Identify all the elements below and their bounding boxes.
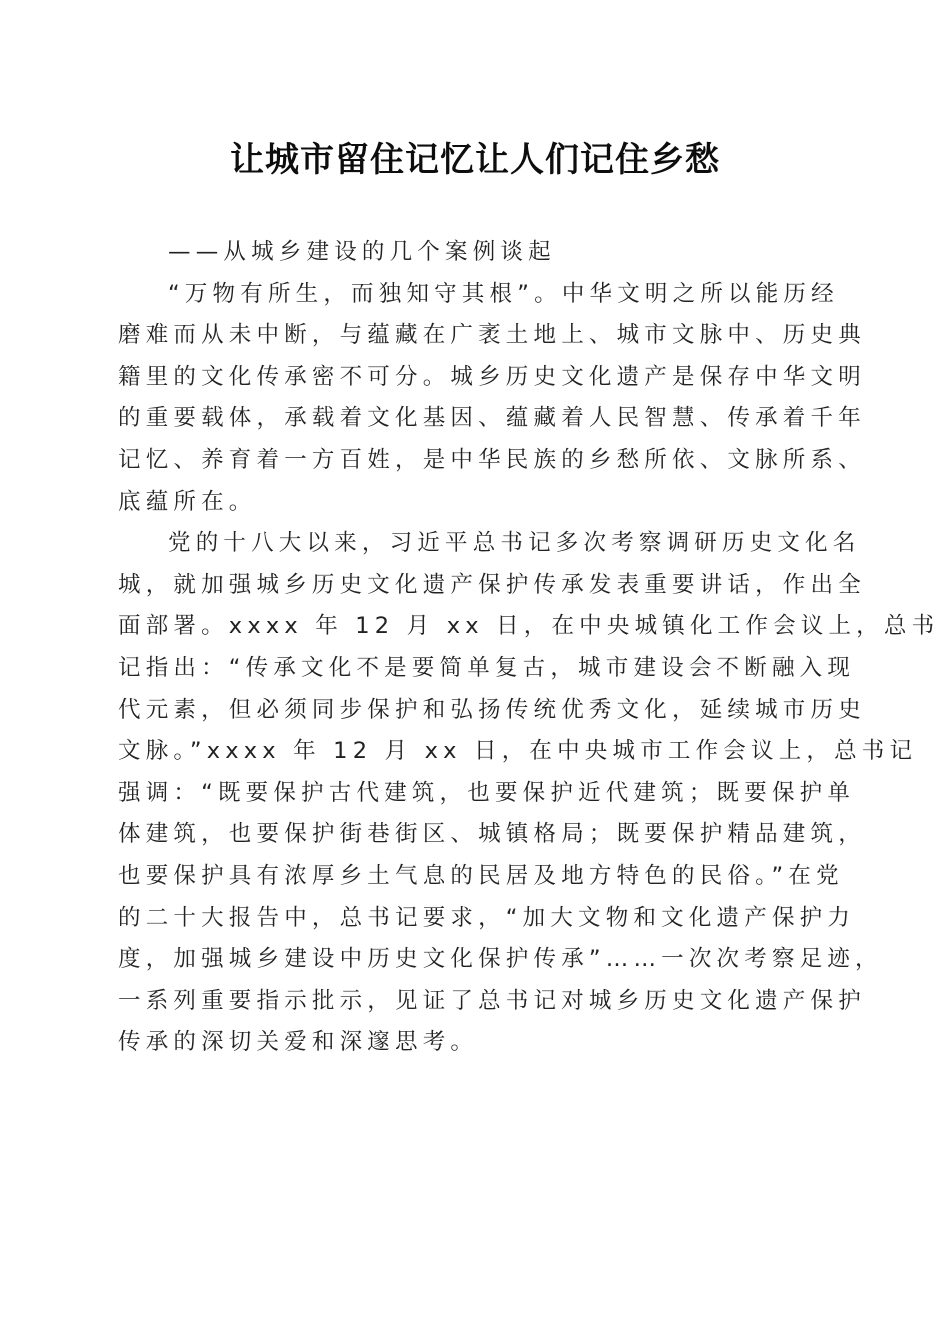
paragraph-line: 也要保护具有浓厚乡土气息的民居及地方特色的民俗。”在党: [118, 862, 844, 889]
paragraph-line: 强调：“既要保护古代建筑，也要保护近代建筑；既要保护单: [118, 779, 856, 806]
document-body: [118, 232, 940, 1064]
paragraph-line: 度，加强城乡建设中历史文化保护传承”……一次次考察足迹，: [118, 946, 883, 973]
paragraph-line: 党的十八大以来，习近平总书记多次考察调研历史文化名: [168, 530, 861, 557]
paragraph-1: [118, 274, 866, 524]
paragraph-line: 的重要载体，承载着文化基因、蕴藏着人民智慧、传承着千年: [118, 405, 866, 432]
paragraph-line: 传承的深切关爱和深邃思考。: [118, 1029, 479, 1056]
paragraph-line: 面部署。xxxx 年 12 月 xx 日，在中央城镇化工作会议上，总书: [118, 613, 940, 640]
paragraph-line: 底蕴所在。: [118, 488, 257, 515]
paragraph-line: 籍里的文化传承密不可分。城乡历史文化遗产是保存中华文明: [118, 363, 866, 390]
paragraph-2: [118, 523, 940, 1064]
paragraph-line: 磨难而从未中断，与蕴藏在广袤土地上、城市文脉中、历史典: [118, 322, 866, 349]
paragraph-line: 一系列重要指示批示，见证了总书记对城乡历史文化遗产保护: [118, 987, 866, 1014]
document-title: 让城市留住记忆让人们记住乡愁: [230, 140, 720, 180]
paragraph-line: 记忆、养育着一方百姓，是中华民族的乡愁所依、文脉所系、: [118, 446, 866, 473]
paragraph-line: 的二十大报告中，总书记要求，“加大文物和文化遗产保护力: [118, 904, 856, 931]
paragraph-line: 体建筑，也要保护街巷街区、城镇格局；既要保护精品建筑，: [118, 821, 866, 848]
paragraph-line: 代元素，但必须同步保护和弘扬传统优秀文化，延续城市历史: [118, 696, 866, 723]
paragraph-line: 文脉。”xxxx 年 12 月 xx 日，在中央城市工作会议上，总书记: [118, 738, 918, 765]
document-subtitle: ——从城乡建设的几个案例谈起: [168, 239, 556, 265]
paragraph-line: 记指出：“传承文化不是要简单复古，城市建设会不断融入现: [118, 654, 856, 681]
paragraph-line: “万物有所生，而独知守其根”。中华文明之所以能历经: [168, 280, 839, 307]
paragraph-line: 城，就加强城乡历史文化遗产保护传承发表重要讲话，作出全: [118, 571, 866, 598]
